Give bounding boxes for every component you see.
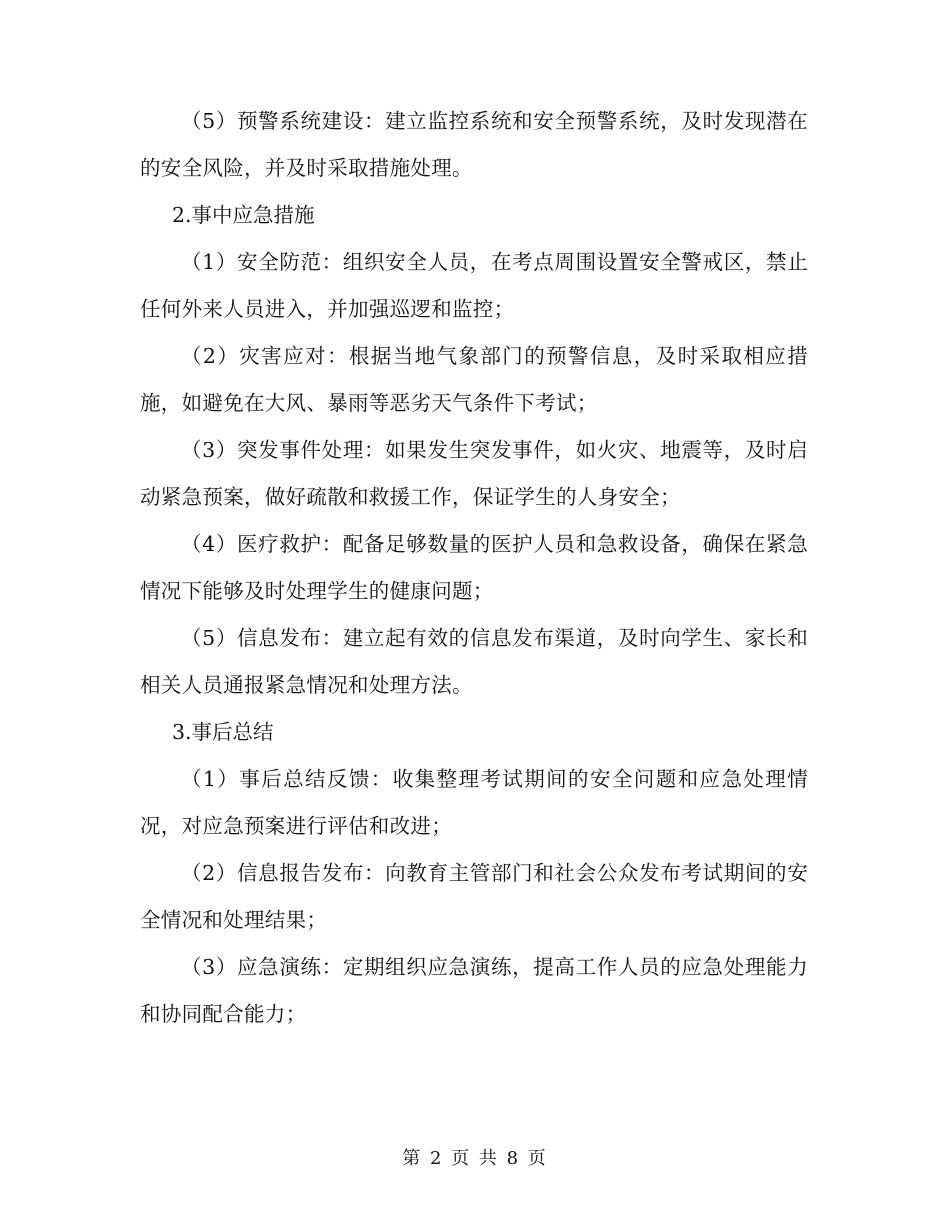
paragraph: （1）事后总结反馈：收集整理考试期间的安全问题和应急处理情况，对应急预案进行评估和改进； — [140, 767, 808, 838]
paragraph: （3）突发事件处理：如果发生突发事件，如火灾、地震等，及时启动紧急预案，做好疏散和救援工作，保证学生的人身安全； — [140, 438, 808, 509]
section-heading: 2.事中应急措施 — [172, 203, 315, 227]
paragraph: （3）应急演练：定期组织应急演练，提高工作人员的应急处理能力和协同配合能力； — [140, 955, 808, 1026]
page-number-footer: 第 2 页 共 8 页 — [402, 1148, 548, 1169]
paragraph: （4）医疗救护：配备足够数量的医护人员和急救设备，确保在紧急情况下能够及时处理学生的健康问题； — [140, 532, 808, 603]
paragraph: （2）信息报告发布：向教育主管部门和社会公众发布考试期间的安全情况和处理结果； — [140, 861, 808, 932]
paragraph: （5）预警系统建设：建立监控系统和安全预警系统，及时发现潜在的安全风险，并及时采取措施处理。 — [140, 109, 808, 180]
section-heading: 3.事后总结 — [172, 720, 274, 744]
paragraph: （1）安全防范：组织安全人员，在考点周围设置安全警戒区，禁止任何外来人员进入，并加强巡逻和监控； — [140, 250, 808, 321]
paragraph: （2）灾害应对：根据当地气象部门的预警信息，及时采取相应措施，如避免在大风、暴雨等恶劣天气条件下考试； — [140, 344, 808, 415]
paragraph: （5）信息发布：建立起有效的信息发布渠道，及时向学生、家长和相关人员通报紧急情况和处理方法。 — [140, 626, 808, 697]
document-body — [140, 98, 808, 1038]
